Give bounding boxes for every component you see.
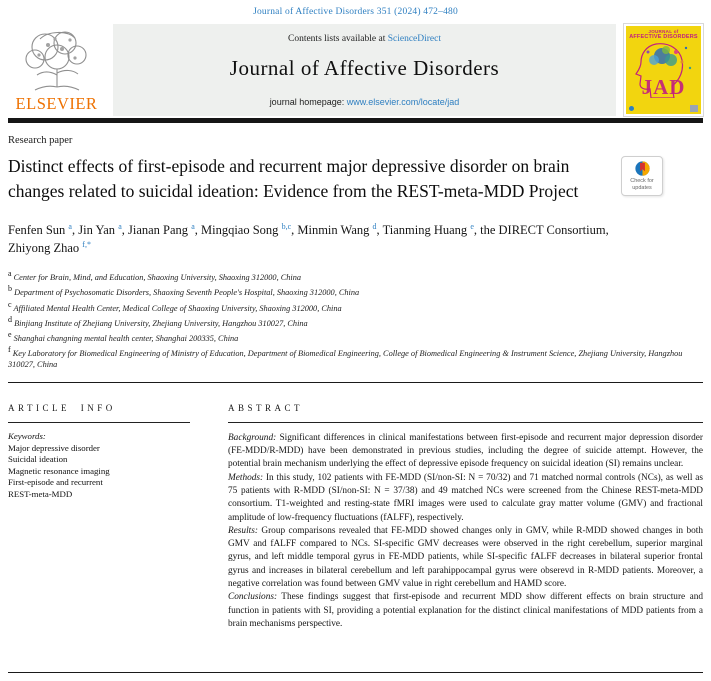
keywords-label: Keywords: <box>8 430 46 441</box>
author-affiliation-ref[interactable]: a <box>68 221 72 231</box>
author-list: Fenfen Sun $^a$, Jin Yan $^a$, Jianan Pang $^a$, Mingqiao Song $^{b,c}$, Minmin Wang $^d$, Tianming Huang $^e$, the DIRECT Consortium, Zhiyong Zhao $^{f,*}$ <box>8 221 609 256</box>
affiliation-item: $^b$ Department of Psychosomatic Disorders, Shaoxing Seventh People's Hospital, Shaoxing 312000, China <box>8 284 360 298</box>
keyword-item: Major depressive disorder <box>8 442 100 453</box>
masthead <box>8 24 703 116</box>
keyword-item: First-episode and recurrent <box>8 477 103 488</box>
check-for-updates-badge[interactable] <box>621 156 663 196</box>
cover-publisher-dot-icon <box>629 106 634 111</box>
abstract-heading: ABSTRACT <box>228 402 304 413</box>
article-title: Distinct effects of first-episode and recurrent major depressive disorder on brain changes related to suicidal ideation: Evidence from the REST-meta-MDD Project <box>8 156 579 201</box>
article-info-divider <box>8 422 190 423</box>
elsevier-tree-icon <box>15 25 99 93</box>
author-affiliation-ref[interactable]: a <box>118 221 122 231</box>
author-name: Mingqiao Song <box>201 222 279 237</box>
author-name: Fenfen Sun <box>8 222 66 237</box>
cover-title-line2: AFFECTIVE DISORDERS <box>629 34 698 41</box>
author-name: Jin Yan <box>78 222 116 237</box>
elsevier-wordmark: ELSEVIER <box>15 94 98 113</box>
cover-barcode-icon <box>690 105 698 112</box>
affiliation-item: $^f$ Key Laboratory for Biomedical Engineering of Ministry of Education, Department of Biomedical Engineering, College of Biomedical Engineering & Instrument Science, Zhejiang University, Hangzhou 310027, China <box>8 345 683 370</box>
section-rule-top <box>8 382 703 383</box>
abstract-paragraph: Conclusions: These findings suggest that first-episode and recurrent MDD show different effects on brain structure and function in patients with SI, providing a potential explanation for the distinct clinical manifestations of MDD patients from a brain mechanisms perspective. <box>228 592 703 629</box>
cover-title-line1: JOURNAL of <box>648 29 679 34</box>
keyword-item: Suicidal ideation <box>8 454 68 465</box>
article-type-label: Research paper <box>8 135 73 146</box>
author-name: Minmin Wang <box>297 222 370 237</box>
keywords-list <box>8 443 190 501</box>
check-for-updates-label: Check for updates <box>630 177 654 191</box>
page-citation: Journal of Affective Disorders 351 (2024) 472–480 <box>253 7 458 17</box>
abstract-body <box>228 432 703 631</box>
masthead-divider-bar <box>8 118 703 123</box>
homepage-link[interactable]: www.elsevier.com/locate/jad <box>346 97 460 107</box>
author-name: Jianan Pang <box>128 222 189 237</box>
page-bottom-rule <box>8 672 703 673</box>
abstract-paragraph: Methods: In this study, 102 patients with FE-MDD (SI/non-SI: N = 70/32) and 71 matched normal controls (NCs), as well as 75 patients with R-MDD (SI/non-SI: N = 37/38) and 49 matched NCs were screened from the Chinese REST-meta-MDD consortium. T1-weighted and resting-state fMRI images were used to calculate gray matter volume (GMV) and fractional amplitude of low-frequency fluctuations (fALFF), respectively. <box>228 472 703 523</box>
elsevier-logo <box>8 24 105 116</box>
keyword-item: REST-meta-MDD <box>8 488 73 499</box>
journal-masthead-box <box>113 24 616 116</box>
author-affiliation-ref[interactable]: d <box>372 221 377 231</box>
journal-title: Journal of Affective Disorders <box>229 56 500 80</box>
homepage-line <box>113 97 616 107</box>
author-affiliation-ref[interactable]: e <box>470 221 474 231</box>
author-affiliation-ref[interactable]: f,* <box>82 239 91 249</box>
affiliation-item: $^c$ Affiliated Mental Health Center, Medical College of Shaoxing University, Shaoxing 312000, China <box>8 299 342 313</box>
contents-prefix: Contents lists available at <box>287 34 388 44</box>
affiliation-item: $^a$ Center for Brain, Mind, and Education, Shaoxing University, Shaoxing 312000, China <box>8 269 302 283</box>
cover-footer <box>629 105 698 112</box>
journal-cover-art <box>626 26 701 114</box>
affiliation-item: $^d$ Binjiang Institute of Zhejiang University, Zhejiang University, Hangzhou 310027, China <box>8 314 308 328</box>
homepage-prefix: journal homepage: <box>269 97 347 107</box>
article-info-heading: ARTICLE INFO <box>8 402 116 413</box>
abstract-divider <box>228 422 703 423</box>
author-name: Zhiyong Zhao <box>8 241 80 256</box>
contents-line <box>113 34 616 44</box>
author-name: Tianming Huang <box>382 222 468 237</box>
affiliation-list <box>8 268 708 371</box>
abstract-paragraph: Results: Group comparisons revealed that FE-MDD showed changes only in GMV, while R-MDD showed changes in both GMV and fALFF compared to NCs. SI-specific GMV decreases were observed in the right cerebellum, superior marginal gyrus, and left middle temporal gyrus in FE-MDD patients, while SI-specific fALFF decreases in bilateral superior frontal gyrus and increases in bilateral cerebellum and left parahippocampal gyrus were obserevd in R-MDD patients. Moreover, a negative correlation was found between GMV value in right cerebellum and HAMD score. <box>228 525 703 589</box>
cover-jad-monogram: JAD <box>641 75 686 99</box>
keywords-block <box>8 431 190 501</box>
sciencedirect-link[interactable]: ScienceDirect <box>387 34 441 44</box>
author-name: the DIRECT Consortium <box>480 222 606 237</box>
abstract-paragraph: Background: Significant differences in clinical manifestations between first-episode and recurrent major depression disorder (FE-MDD/R-MDD) have been demonstrated in previous studies, including the degree of suicide attempt. However, the potential brain mechanism underlying the effect of depressive episode frequency on suicidal ideation (SI) remains unclear. <box>228 432 703 470</box>
author-affiliation-ref[interactable]: a <box>191 221 195 231</box>
keyword-item: Magnetic resonance imaging <box>8 465 110 476</box>
journal-cover-thumbnail[interactable] <box>624 24 703 116</box>
abstract-column <box>228 403 703 631</box>
article-info-column <box>8 403 190 631</box>
affiliation-item: $^e$ Shanghai changning mental health center, Shanghai 200335, China <box>8 330 239 343</box>
author-affiliation-ref[interactable]: b,c <box>281 221 292 231</box>
crossmark-icon <box>635 161 650 177</box>
